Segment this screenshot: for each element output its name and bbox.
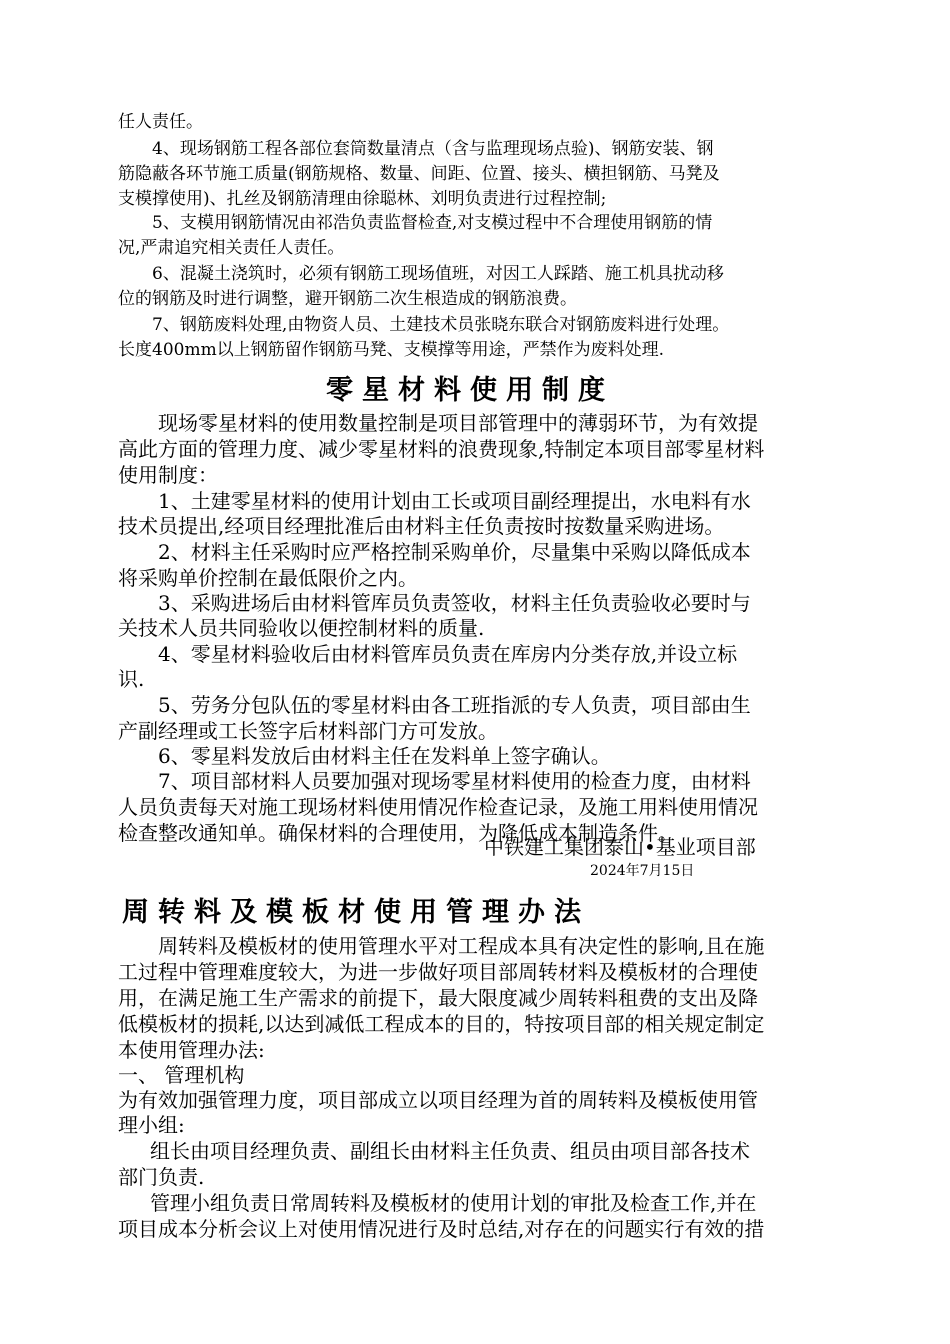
text-line: 理小组:: [118, 1113, 185, 1137]
section-title: 零星材料使用制度: [326, 375, 614, 406]
text-line: 人员负责每天对施工现场材料使用情况作检查记录，及施工用料使用情况: [118, 795, 758, 819]
text-line: 3、采购进场后由材料管库员负责签收，材料主任负责验收必要时与: [158, 591, 751, 615]
text-line: 7、钢筋废料处理,由物资人员、土建技术员张晓东联合对钢筋废料进行处理。: [152, 315, 730, 335]
text-line: 支模撑使用)、扎丝及钢筋清理由徐聪林、刘明负责进行过程控制;: [118, 189, 607, 209]
subheading: 一、 管理机构: [118, 1063, 245, 1087]
text-line: 高此方面的管理力度、减少零星材料的浪费现象,特制定本项目部零星材料: [118, 437, 765, 461]
text-line: 低模板材的损耗,以达到减低工程成本的目的，特按项目部的相关规定制定: [118, 1012, 765, 1036]
text-line: 关技术人员共同验收以便控制材料的质量.: [118, 616, 485, 640]
text-line: 况,严肃追究相关责任人责任。: [118, 238, 345, 258]
text-line: 将采购单价控制在最低限价之内。: [118, 566, 418, 590]
text-line: 现场零星材料的使用数量控制是项目部管理中的薄弱环节，为有效提: [158, 411, 758, 435]
text-line: 4、零星材料验收后由材料管库员负责在库房内分类存放,并设立标: [158, 642, 738, 666]
text-line: 2、材料主任采购时应严格控制采购单价，尽量集中采购以降低成本: [158, 540, 751, 564]
signature-organization: 中铁建工集团泰山•基业项目部: [484, 835, 756, 859]
section-title: 周转料及模板材使用管理办法: [122, 897, 590, 928]
text-line: 筋隐蔽各环节施工质量(钢筋规格、数量、间距、位置、接头、横担钢筋、马凳及: [118, 164, 720, 184]
text-line: 本使用管理办法:: [118, 1038, 265, 1062]
text-line: 部门负责.: [118, 1165, 205, 1189]
text-line: 6、零星料发放后由材料主任在发料单上签字确认。: [158, 744, 611, 768]
text-line: 管理小组负责日常周转料及模板材的使用计划的审批及检查工作,并在: [150, 1191, 757, 1215]
text-line: 长度400mm以上钢筋留作钢筋马凳、支模撑等用途，严禁作为废料处理.: [118, 340, 665, 360]
text-line: 技术员提出,经项目经理批准后由材料主任负责按时按数量采购进场。: [118, 514, 725, 538]
text-line: 5、劳务分包队伍的零星材料由各工班指派的专人负责，项目部由生: [158, 693, 751, 717]
text-line: 6、混凝土浇筑时，必须有钢筋工现场值班，对因工人踩踏、施工机具扰动移: [152, 264, 724, 284]
signature-date: 2024年7月15日: [590, 863, 695, 879]
text-line: 位的钢筋及时进行调整，避开钢筋二次生根造成的钢筋浪费。: [118, 289, 577, 309]
text-line: 项目成本分析会议上对使用情况进行及时总结,对存在的问题实行有效的措: [118, 1217, 765, 1241]
text-line: 4、现场钢筋工程各部位套筒数量清点（含与监理现场点验)、钢筋安装、钢: [152, 139, 714, 159]
text-line: 工过程中管理难度较大，为进一步做好项目部周转材料及模板材的合理使: [118, 960, 758, 984]
text-line: 5、支模用钢筋情况由祁浩负责监督检查,对支模过程中不合理使用钢筋的情: [152, 213, 713, 233]
text-line: 任人责任。: [118, 112, 203, 132]
text-line: 使用制度：: [118, 463, 218, 487]
text-line: 识.: [118, 667, 145, 691]
text-line: 组长由项目经理负责、副组长由材料主任负责、组员由项目部各技术: [150, 1139, 750, 1163]
text-line: 7、项目部材料人员要加强对现场零星材料使用的检查力度，由材料: [158, 769, 751, 793]
text-line: 为有效加强管理力度，项目部成立以项目经理为首的周转料及模板使用管: [118, 1088, 758, 1112]
text-line: 1、土建零星材料的使用计划由工长或项目副经理提出，水电料有水: [158, 489, 751, 513]
text-line: 周转料及模板材的使用管理水平对工程成本具有决定性的影响,且在施: [158, 934, 765, 958]
text-line: 用，在满足施工生产需求的前提下，最大限度减少周转料租费的支出及降: [118, 986, 758, 1010]
text-line: 产副经理或工长签字后材料部门方可发放。: [118, 719, 498, 743]
text-line: 检查整改通知单。确保材料的合理使用，为降低成本制造条件。: [118, 821, 678, 845]
